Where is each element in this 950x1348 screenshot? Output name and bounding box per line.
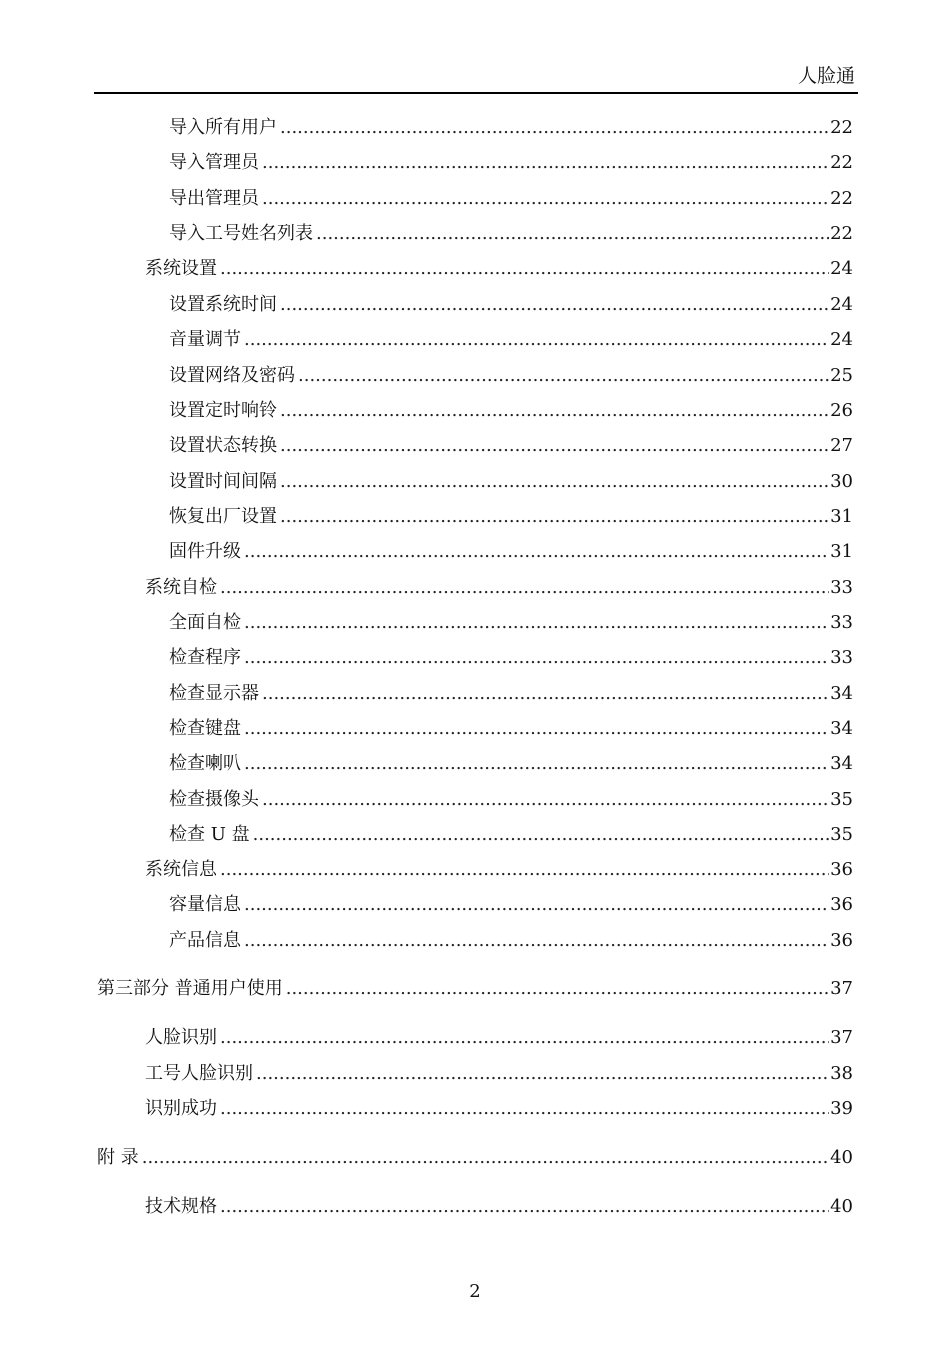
toc-entry[interactable] xyxy=(0,399,853,423)
toc-entry-page-number: 24 xyxy=(830,329,853,350)
toc-dot-leader xyxy=(220,858,829,882)
toc-dot-leader xyxy=(220,1195,829,1219)
toc-entry[interactable] xyxy=(0,540,853,564)
toc-dot-leader xyxy=(244,540,829,564)
toc-entry-page-number: 22 xyxy=(830,117,853,138)
toc-dot-leader xyxy=(262,151,829,175)
toc-dot-leader xyxy=(280,470,829,494)
toc-dot-leader xyxy=(220,1026,829,1050)
toc-entry-page-number: 36 xyxy=(830,930,853,951)
toc-dot-leader xyxy=(280,116,829,140)
toc-entry[interactable] xyxy=(0,1062,853,1086)
toc-dot-leader xyxy=(280,505,829,529)
toc-entry-label: 设置状态转换 xyxy=(169,435,277,456)
toc-entry-label: 检查 U 盘 xyxy=(169,824,250,845)
toc-entry[interactable] xyxy=(0,328,853,352)
toc-entry-label: 导出管理员 xyxy=(169,188,259,209)
toc-entry-page-number: 37 xyxy=(830,978,853,999)
toc-entry-page-number: 26 xyxy=(830,400,853,421)
toc-entry-label: 导入管理员 xyxy=(169,152,259,173)
toc-entry-page-number: 31 xyxy=(830,541,853,562)
toc-entry[interactable] xyxy=(0,434,853,458)
toc-entry[interactable] xyxy=(0,788,853,812)
toc-entry[interactable] xyxy=(0,1026,853,1050)
toc-entry-label: 工号人脸识别 xyxy=(145,1063,253,1084)
toc-entry-page-number: 33 xyxy=(830,577,853,598)
toc-dot-leader xyxy=(244,646,829,670)
toc-entry-page-number: 33 xyxy=(830,647,853,668)
toc-entry-page-number: 33 xyxy=(830,612,853,633)
toc-entry-page-number: 24 xyxy=(830,258,853,279)
toc-dot-leader xyxy=(244,611,829,635)
toc-entry[interactable] xyxy=(0,1146,853,1170)
toc-dot-leader xyxy=(220,257,829,281)
toc-entry-page-number: 36 xyxy=(830,859,853,880)
toc-entry[interactable] xyxy=(0,717,853,741)
toc-dot-leader xyxy=(244,752,829,776)
toc-entry[interactable] xyxy=(0,611,853,635)
toc-entry-page-number: 34 xyxy=(830,753,853,774)
toc-entry[interactable] xyxy=(0,823,853,847)
toc-entry[interactable] xyxy=(0,752,853,776)
toc-dot-leader xyxy=(244,929,829,953)
toc-entry[interactable] xyxy=(0,222,853,246)
toc-entry[interactable] xyxy=(0,187,853,211)
toc-entry-page-number: 31 xyxy=(830,506,853,527)
toc-dot-leader xyxy=(262,788,829,812)
toc-entry-page-number: 22 xyxy=(830,152,853,173)
toc-dot-leader xyxy=(280,293,829,317)
toc-entry-page-number: 24 xyxy=(830,294,853,315)
toc-entry[interactable] xyxy=(0,1195,853,1219)
toc-entry-page-number: 22 xyxy=(830,188,853,209)
toc-entry[interactable] xyxy=(0,646,853,670)
toc-dot-leader xyxy=(244,717,829,741)
running-header-title: 人脸通 xyxy=(797,65,855,87)
toc-dot-leader xyxy=(262,187,829,211)
toc-entry[interactable] xyxy=(0,576,853,600)
toc-entry-label: 附 录 xyxy=(97,1147,139,1168)
toc-dot-leader xyxy=(244,893,829,917)
toc-entry-page-number: 40 xyxy=(830,1196,853,1217)
toc-entry[interactable] xyxy=(0,682,853,706)
toc-dot-leader xyxy=(280,399,829,423)
toc-entry-page-number: 34 xyxy=(830,718,853,739)
toc-entry[interactable] xyxy=(0,505,853,529)
toc-entry[interactable] xyxy=(0,151,853,175)
toc-entry-label: 系统自检 xyxy=(145,577,217,598)
toc-entry-label: 技术规格 xyxy=(145,1196,217,1217)
toc-entry-label: 恢复出厂设置 xyxy=(169,506,277,527)
toc-entry-label: 设置时间间隔 xyxy=(169,471,277,492)
toc-entry-label: 检查喇叭 xyxy=(169,753,241,774)
toc-entry-page-number: 30 xyxy=(830,471,853,492)
toc-entry-page-number: 40 xyxy=(830,1147,853,1168)
toc-dot-leader xyxy=(220,576,829,600)
toc-entry[interactable] xyxy=(0,116,853,140)
header-divider xyxy=(94,92,858,94)
toc-entry[interactable] xyxy=(0,977,853,1001)
toc-entry[interactable] xyxy=(0,364,853,388)
toc-dot-leader xyxy=(253,823,829,847)
toc-entry-page-number: 27 xyxy=(830,435,853,456)
toc-entry-label: 系统设置 xyxy=(145,258,217,279)
toc-entry-label: 识别成功 xyxy=(145,1098,217,1119)
toc-entry-label: 检查程序 xyxy=(169,647,241,668)
page-number: 2 xyxy=(469,1281,481,1302)
toc-entry-label: 设置网络及密码 xyxy=(169,365,295,386)
toc-dot-leader xyxy=(142,1146,829,1170)
toc-dot-leader xyxy=(220,1097,829,1121)
toc-entry-label: 固件升级 xyxy=(169,541,241,562)
toc-entry-page-number: 22 xyxy=(830,223,853,244)
toc-entry-label: 检查键盘 xyxy=(169,718,241,739)
toc-entry-label: 设置定时响铃 xyxy=(169,400,277,421)
toc-entry-label: 第三部分 普通用户使用 xyxy=(97,978,283,999)
toc-dot-leader xyxy=(256,1062,829,1086)
toc-entry-page-number: 25 xyxy=(830,365,853,386)
toc-entry[interactable] xyxy=(0,293,853,317)
toc-entry-page-number: 34 xyxy=(830,683,853,704)
toc-entry[interactable] xyxy=(0,929,853,953)
toc-entry-label: 容量信息 xyxy=(169,894,241,915)
toc-entry-label: 导入所有用户 xyxy=(169,117,277,138)
toc-entry-page-number: 36 xyxy=(830,894,853,915)
toc-dot-leader xyxy=(280,434,829,458)
toc-entry[interactable] xyxy=(0,1097,853,1121)
toc-entry-page-number: 35 xyxy=(830,824,853,845)
toc-dot-leader xyxy=(286,977,829,1001)
toc-entry-page-number: 37 xyxy=(830,1027,853,1048)
toc-entry-label: 人脸识别 xyxy=(145,1027,217,1048)
toc-entry-label: 音量调节 xyxy=(169,329,241,350)
toc-entry-page-number: 35 xyxy=(830,789,853,810)
toc-dot-leader xyxy=(298,364,829,388)
toc-entry[interactable] xyxy=(0,858,853,882)
toc-dot-leader xyxy=(244,328,829,352)
toc-dot-leader xyxy=(316,222,829,246)
toc-entry-label: 产品信息 xyxy=(169,930,241,951)
toc-entry-label: 设置系统时间 xyxy=(169,294,277,315)
toc-entry-label: 检查显示器 xyxy=(169,683,259,704)
toc-entry-label: 导入工号姓名列表 xyxy=(169,223,313,244)
toc-dot-leader xyxy=(262,682,829,706)
toc-entry-label: 检查摄像头 xyxy=(169,789,259,810)
toc-entry[interactable] xyxy=(0,257,853,281)
toc-entry[interactable] xyxy=(0,893,853,917)
toc-entry-label: 系统信息 xyxy=(145,859,217,880)
toc-entry-label: 全面自检 xyxy=(169,612,241,633)
toc-entry-page-number: 38 xyxy=(830,1063,853,1084)
toc-entry[interactable] xyxy=(0,470,853,494)
toc-entry-page-number: 39 xyxy=(830,1098,853,1119)
